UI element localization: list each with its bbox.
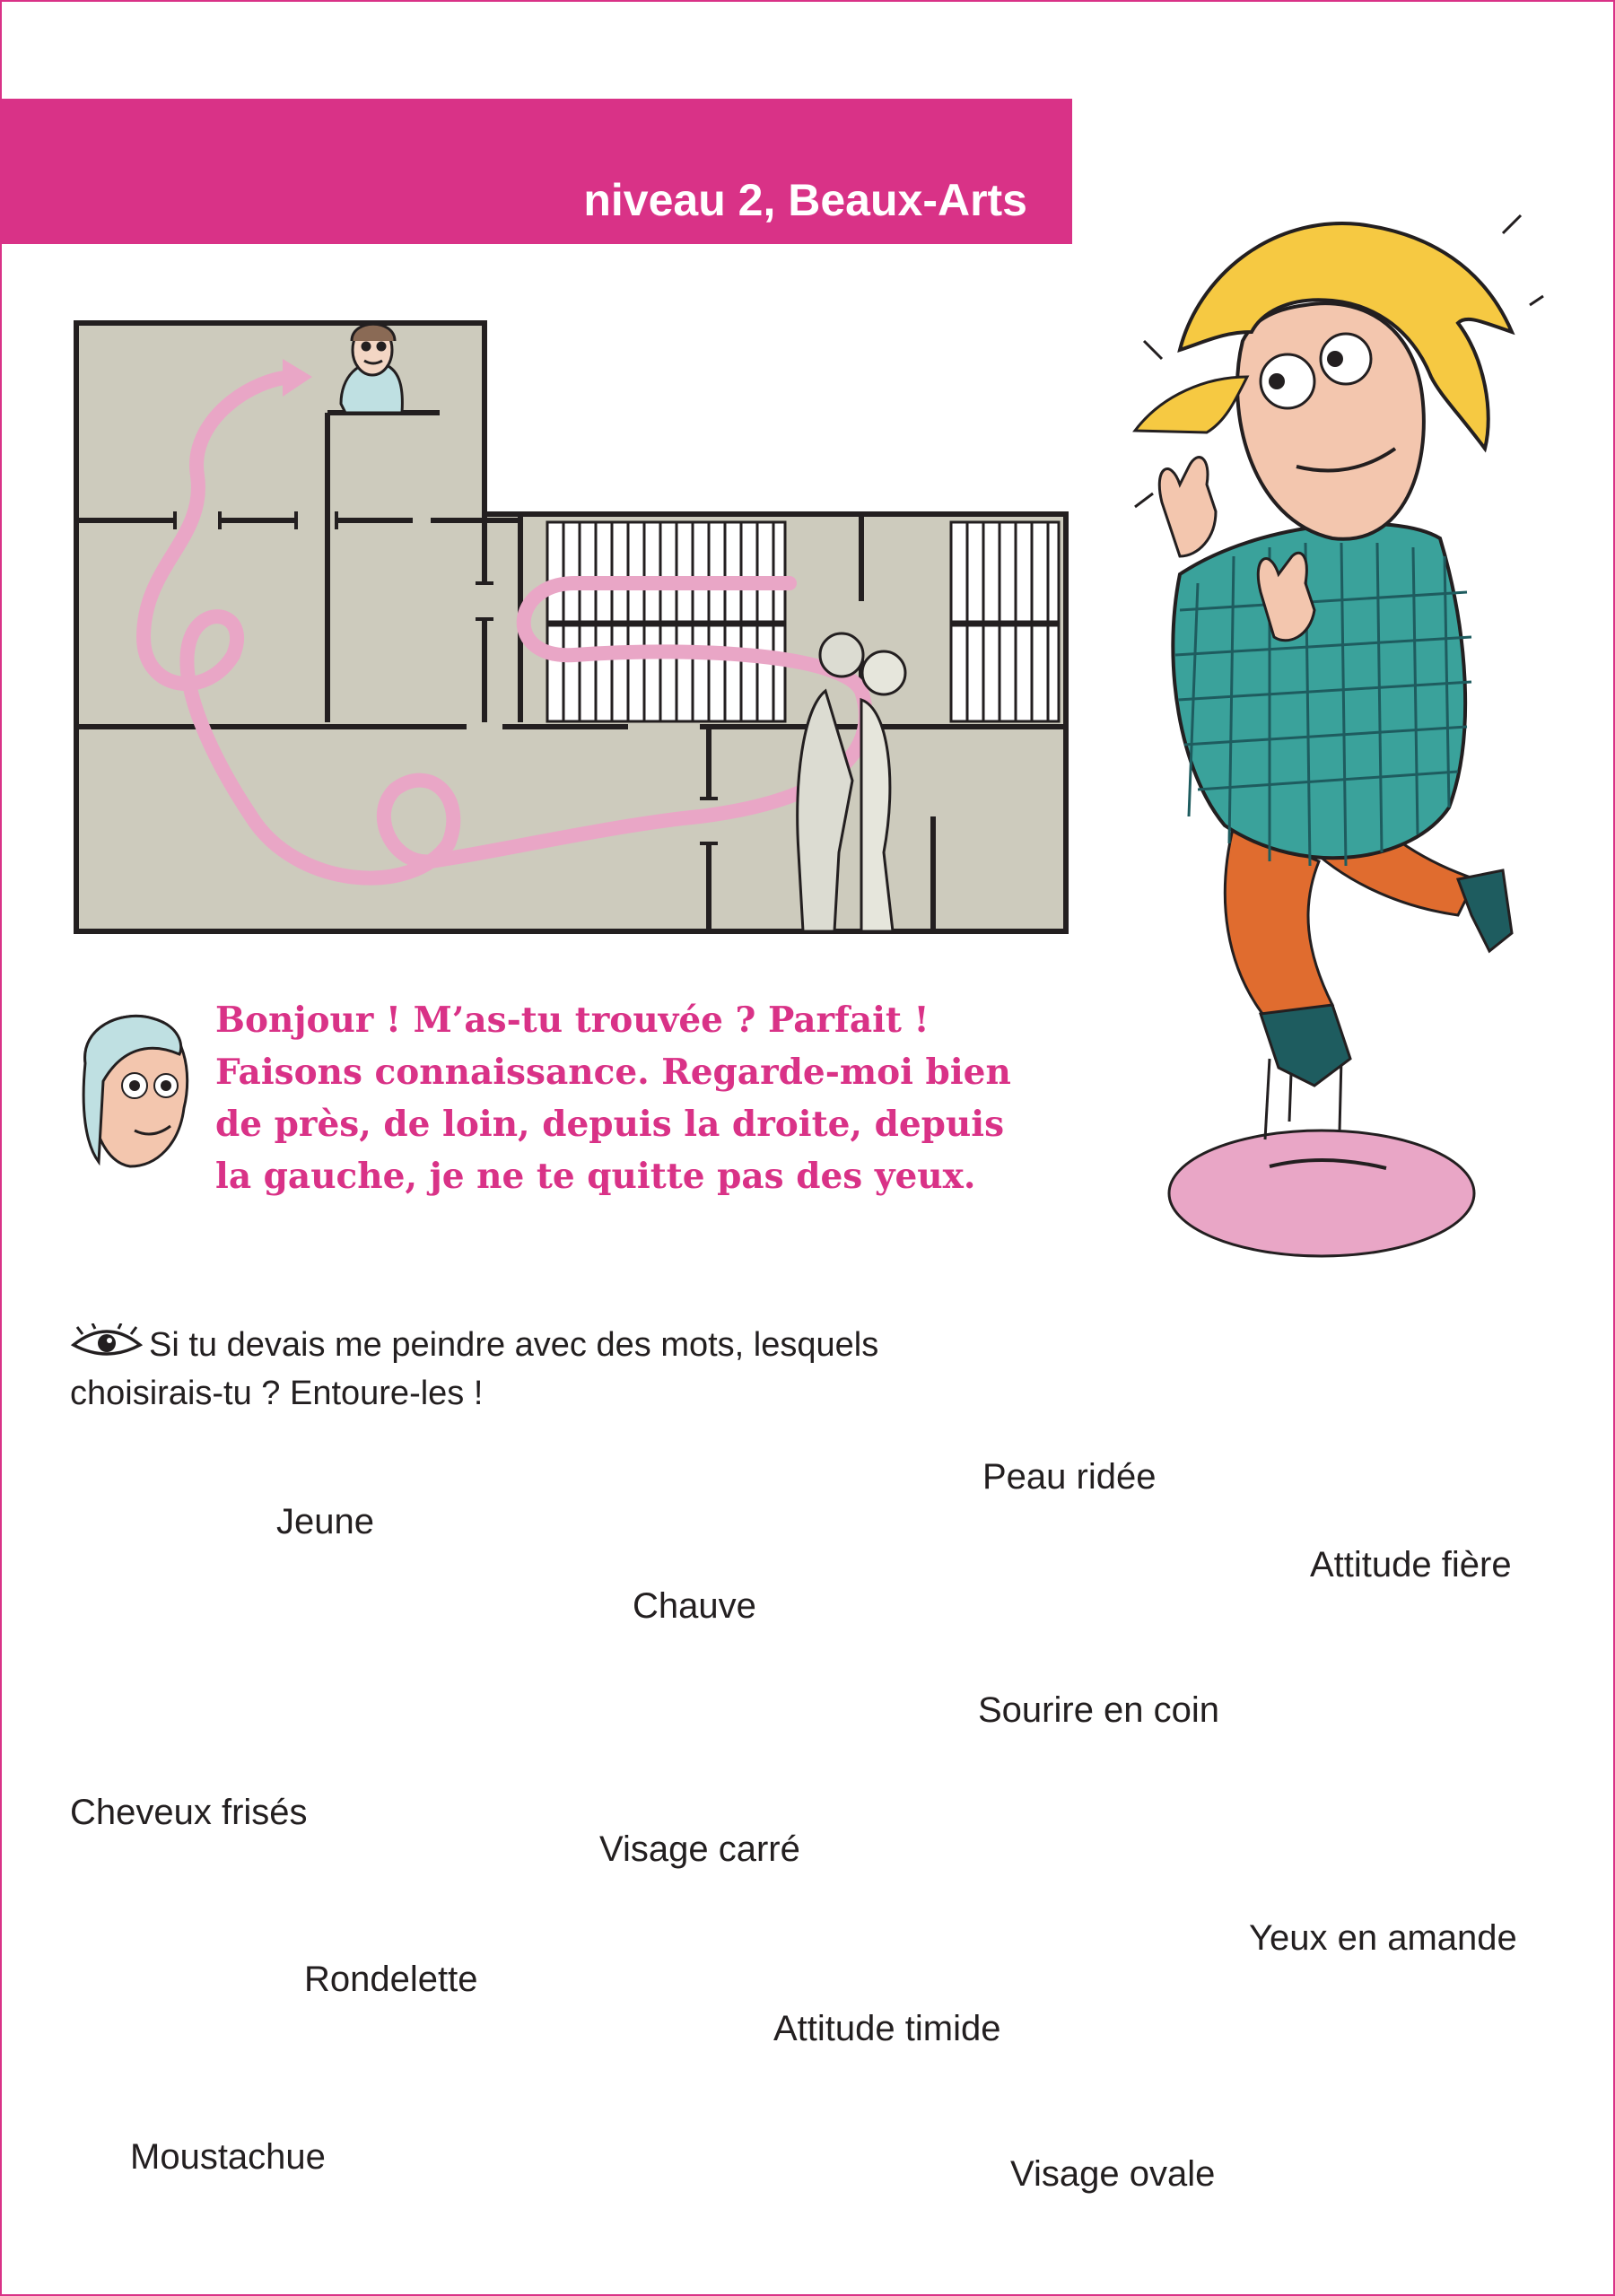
page-title: niveau 2, Beaux-Arts: [583, 175, 1027, 225]
header-band: [0, 99, 1072, 244]
speech-text: [215, 994, 1095, 1202]
word-option[interactable]: Visage carré: [599, 1829, 800, 1869]
word-option[interactable]: Moustachue: [130, 2137, 326, 2177]
question-line-1: [70, 1321, 1057, 1369]
word-option[interactable]: Cheveux frisés: [70, 1793, 308, 1832]
question-block: [70, 1321, 1057, 1418]
word-option[interactable]: Visage ovale: [1010, 2154, 1216, 2194]
word-option[interactable]: Sourire en coin: [978, 1690, 1220, 1730]
speech-line: la gauche, je ne te quitte pas des yeux.: [215, 1156, 976, 1197]
girl-illustration: [1126, 197, 1548, 1283]
speech-line: Faisons connaissance. Regarde-moi bien: [215, 1052, 1011, 1093]
eye-icon: [70, 1323, 144, 1363]
word-option[interactable]: Yeux en amande: [1249, 1918, 1517, 1958]
question-text-1: Si tu devais me peindre avec des mots, lesquels: [149, 1326, 879, 1364]
word-option[interactable]: Attitude timide: [773, 2009, 1001, 2048]
word-option[interactable]: Rondelette: [304, 1960, 478, 1999]
portrait-thumbnail: [67, 1000, 202, 1175]
word-option[interactable]: Attitude fière: [1310, 1545, 1512, 1585]
word-option[interactable]: Jeune: [276, 1502, 374, 1541]
speech-line: Bonjour ! M’as-tu trouvée ? Parfait !: [215, 1000, 930, 1041]
word-option[interactable]: Chauve: [633, 1586, 756, 1626]
museum-floor-plan: [72, 314, 1069, 935]
speech-line: de près, de loin, depuis la droite, depuis: [215, 1104, 1005, 1145]
word-option[interactable]: Peau ridée: [982, 1457, 1157, 1497]
question-line-2: choisirais-tu ? Entoure-les !: [70, 1375, 484, 1412]
